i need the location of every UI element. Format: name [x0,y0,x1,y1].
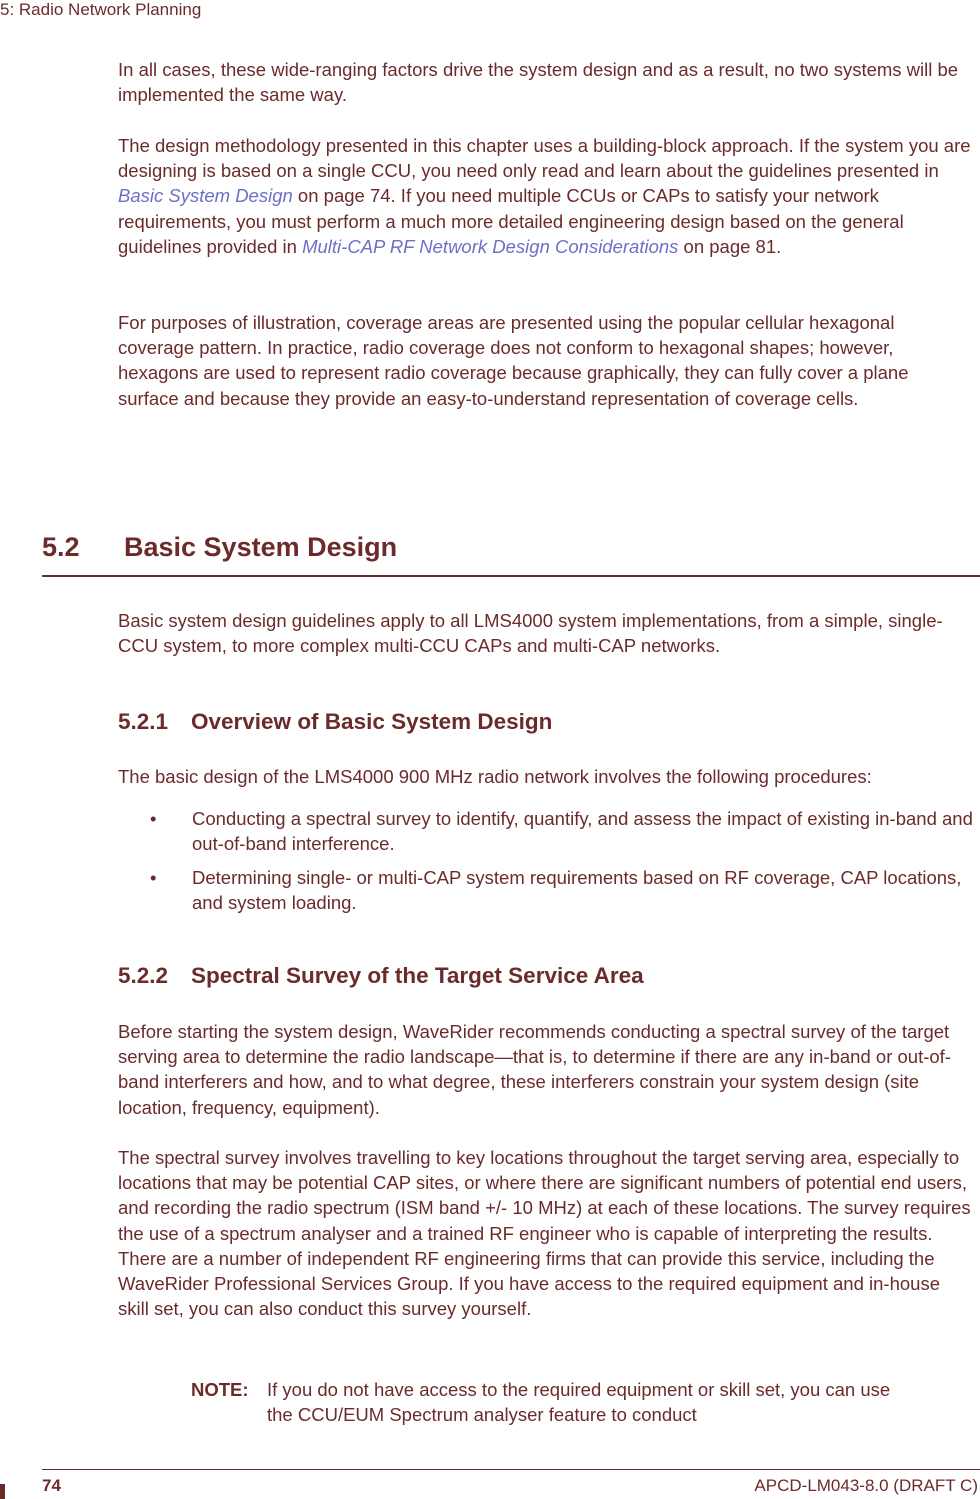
section-5-2-1-title: Overview of Basic System Design [191,709,553,734]
footer-divider [42,1469,980,1470]
intro-text-b: on page 74. If you need multiple CCUs or CAPs to satisfy your network requirements, you must perform a much more detailed engineering design based on the general guidelines provided in [118,185,904,257]
link-multi-cap-rf-network-design[interactable]: Multi-CAP RF Network Design Considerations [302,235,679,257]
footer-marker [0,1484,5,1499]
note-box [191,1377,891,1427]
section-5-2-2-title: Spectral Survey of the Target Service Area [191,963,644,988]
section-5-2-2-number: 5.2.2 [118,963,169,988]
intro-paragraph-3: For purposes of illustration, coverage areas are presented using the popular cellular hexagonal coverage pattern. In practice, radio coverage does not conform to hexagonal shapes; however, hexagons are used to represent radio coverage because graphically, they can fully cover a plane surface and because they provide an easy-to-understand representation of coverage cells. [118,312,909,409]
section-5-2-heading [42,532,397,563]
page-number: 74 [42,1476,61,1495]
intro-text-a: The design methodology presented in this chapter uses a building-block approach. If the system you are designing is based on a single CCU, you need only read and learn about the guidelines presented in [118,135,971,182]
section-5-2-1-number: 5.2.1 [118,709,169,734]
intro-paragraph-1: In all cases, these wide-ranging factors drive the system design and as a result, no two systems will be implemented the same way. [118,59,959,106]
intro-text-c: on page 81. [678,235,782,257]
intro-paragraph-2 [118,133,973,259]
section-5-2-2-heading [118,963,644,989]
bullet-icon: • [150,867,157,888]
list-item-text: Conducting a spectral survey to identify, quantify, and assess the impact of existing in-band and out-of-band interference. [192,808,973,855]
section-5-2-number: 5.2 [42,532,80,562]
note-text: If you do not have access to the required equipment or skill set, you can use the CCU/EUM Spectrum analyser feature to conduct [267,1379,891,1426]
note-label: NOTE: [191,1379,249,1400]
section-5-2-2-paragraph-2: The spectral survey involves travelling to key locations throughout the target serving area, especially to locations that may be potential CAP sites, or where there are significant numbers of potential end users, and recording the radio spectrum (ISM band +/- 10 MHz) at each of these locations. The survey requires the use of a spectrum analyser and a trained RF engineer who is capable of interpreting the results. There are a number of independent RF engineering firms that can provide this service, including the WaveRider Professional Services Group. If you have access to the required equipment and in-house skill set, you can also conduct this survey yourself. [118,1147,971,1320]
list-item-text: Determining single- or multi-CAP system requirements based on RF coverage, CAP locations, and system loading. [192,867,962,914]
section-5-2-1-heading [118,709,552,735]
document-id: APCD-LM043-8.0 (DRAFT C) [754,1476,978,1495]
running-head: 5: Radio Network Planning [0,0,202,19]
section-5-2-body: Basic system design guidelines apply to all LMS4000 system implementations, from a simple, single-CCU system, to more complex multi-CCU CAPs and multi-CAP networks. [118,610,943,657]
list-item [150,806,976,856]
section-5-2-2-paragraph-1: Before starting the system design, WaveRider recommends conducting a spectral survey of the target serving area to determine the radio landscape—that is, to determine if there are any in-band or out-of-band interferers and how, and to what degree, these interferers constrain your system design (site location, frequency, equipment). [118,1021,951,1118]
bullet-icon: • [150,808,157,829]
section-5-2-1-body: The basic design of the LMS4000 900 MHz radio network involves the following procedures: [118,766,872,787]
section-5-2-title: Basic System Design [124,532,398,562]
link-basic-system-design[interactable]: Basic System Design [118,185,293,207]
section-divider [42,575,980,577]
list-item [150,865,976,915]
